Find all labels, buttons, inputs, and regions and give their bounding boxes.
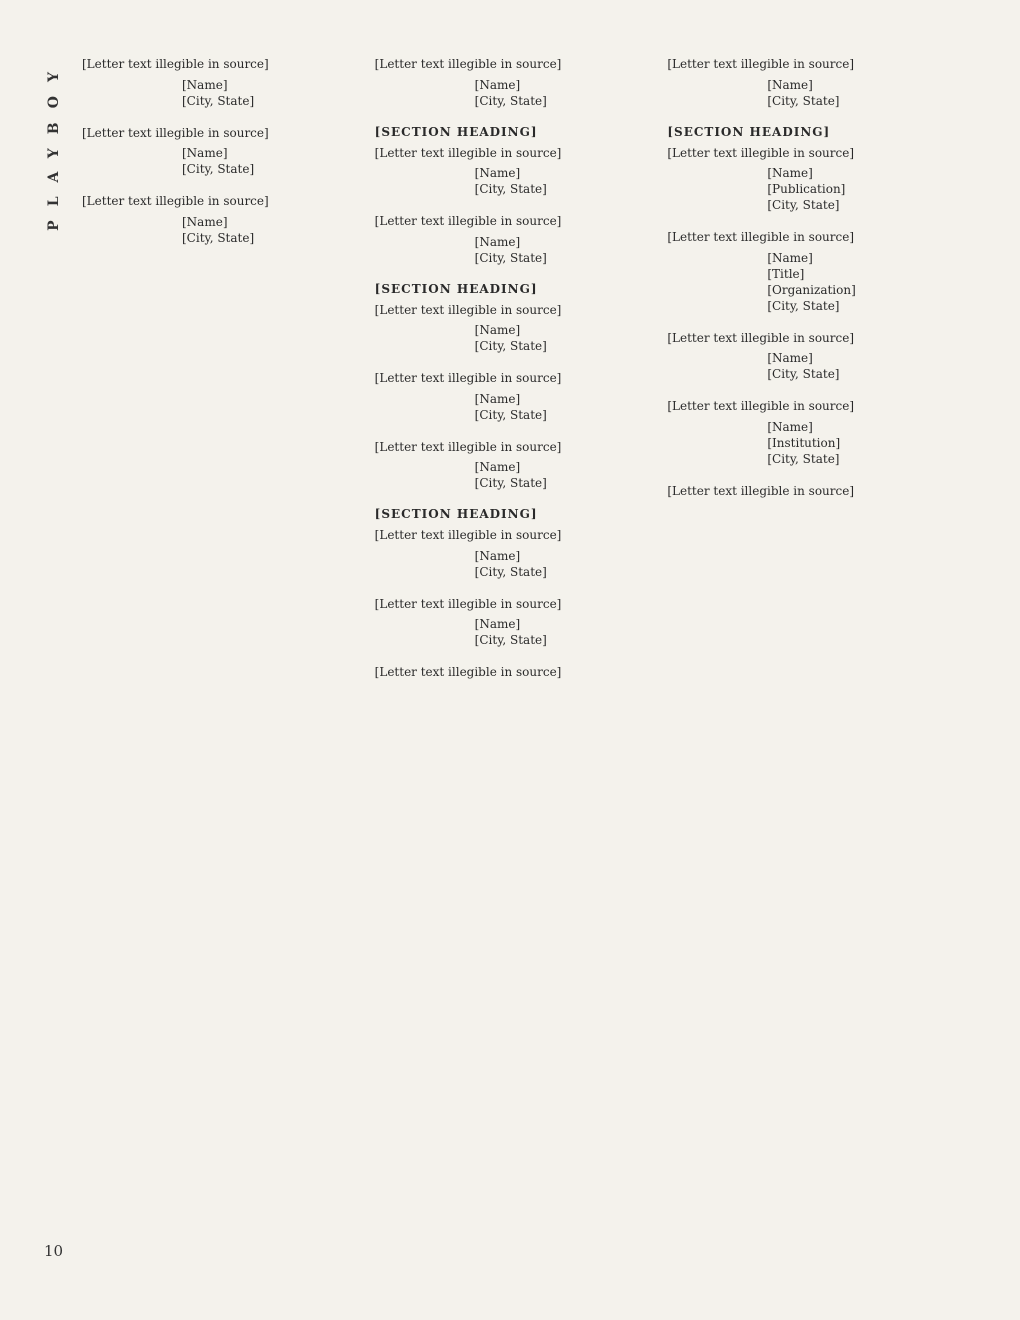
letter-signature xyxy=(182,77,353,109)
signature-line: [Name] xyxy=(182,214,228,229)
masthead-vertical: PLAYBOY xyxy=(46,58,62,231)
letter-body: [Letter text illegible in source] xyxy=(82,194,269,208)
signature-line: [Name] xyxy=(474,234,521,249)
letter-body: [Letter text illegible in source] xyxy=(374,302,562,317)
letter-body: [Letter text illegible in source] xyxy=(374,145,562,160)
section-heading: [SECTION HEADING] xyxy=(667,124,831,139)
signature-line: [Institution] xyxy=(767,435,841,450)
letter xyxy=(375,370,646,423)
signature-line: [City, State] xyxy=(474,339,547,353)
signature-line: [Name] xyxy=(182,77,228,92)
signature-line: [Name] xyxy=(767,77,813,92)
signature-line: [City, State] xyxy=(767,367,840,381)
letter xyxy=(82,56,353,109)
section-heading: [SECTION HEADING] xyxy=(374,124,538,139)
signature-line: [Publication] xyxy=(767,182,846,196)
signature-line: [City, State] xyxy=(182,93,255,108)
letter xyxy=(667,229,938,314)
letter-body: [Letter text illegible in source] xyxy=(374,596,562,611)
signature-line: [Name] xyxy=(474,77,521,92)
column-2 xyxy=(375,56,646,1296)
letter-body: [Letter text illegible in source] xyxy=(374,57,562,71)
signature-line: [City, State] xyxy=(474,250,547,265)
signature-line: [City, State] xyxy=(474,476,547,490)
letter xyxy=(82,125,353,178)
signature-line: [Name] xyxy=(474,460,521,474)
letter xyxy=(375,596,646,649)
letter xyxy=(375,213,646,266)
letter xyxy=(375,527,646,580)
letter xyxy=(375,664,646,681)
letter-body: [Letter text illegible in source] xyxy=(82,125,269,140)
signature-line: [Name] xyxy=(474,166,521,180)
letter-body: [Letter text illegible in source] xyxy=(667,399,855,413)
letter xyxy=(375,56,646,109)
letter-signature xyxy=(475,322,646,354)
letter xyxy=(667,145,938,214)
signature-line: [City, State] xyxy=(767,93,840,108)
letter-signature xyxy=(767,419,938,467)
signature-line: [City, State] xyxy=(182,230,255,245)
signature-line: [Name] xyxy=(182,146,228,160)
letter-signature xyxy=(475,234,646,266)
letter xyxy=(667,56,938,109)
letter-signature xyxy=(767,77,938,109)
letter xyxy=(375,439,646,492)
letter xyxy=(82,193,353,246)
signature-line: [Name] xyxy=(767,166,813,180)
letter-body: [Letter text illegible in source] xyxy=(82,57,269,71)
section-heading: [SECTION HEADING] xyxy=(374,507,538,521)
signature-line: [Name] xyxy=(767,419,813,434)
signature-line: [City, State] xyxy=(474,633,547,647)
signature-line: [City, State] xyxy=(474,182,547,196)
letter-signature xyxy=(767,250,938,314)
letter-body: [Letter text illegible in source] xyxy=(667,483,855,498)
letter-body: [Letter text illegible in source] xyxy=(667,145,855,160)
column-3 xyxy=(667,56,938,1296)
column-1 xyxy=(82,56,353,1296)
signature-line: [Organization] xyxy=(767,282,856,297)
letter-body: [Letter text illegible in source] xyxy=(667,330,855,345)
letter xyxy=(375,302,646,355)
signature-line: [Title] xyxy=(767,266,805,281)
letter-signature xyxy=(475,459,646,491)
letter-signature xyxy=(767,350,938,382)
signature-line: [Name] xyxy=(767,351,813,365)
signature-line: [Name] xyxy=(474,323,521,337)
letter-body: [Letter text illegible in source] xyxy=(667,230,855,244)
letter-signature xyxy=(182,214,353,246)
letter-body: [Letter text illegible in source] xyxy=(374,214,562,228)
letter-signature xyxy=(475,391,646,423)
letter-signature xyxy=(475,548,646,580)
letter-signature xyxy=(475,165,646,197)
letter-body: [Letter text illegible in source] xyxy=(374,665,562,679)
signature-line: [City, State] xyxy=(767,298,840,313)
letter xyxy=(667,330,938,383)
page-number: 10 xyxy=(44,1242,64,1260)
signature-line: [City, State] xyxy=(767,451,840,466)
letter xyxy=(375,145,646,198)
signature-line: [City, State] xyxy=(767,198,840,212)
letter-signature xyxy=(182,145,353,177)
letter-signature xyxy=(767,165,938,213)
letter xyxy=(667,398,938,467)
letter-body: [Letter text illegible in source] xyxy=(374,528,562,542)
signature-line: [City, State] xyxy=(474,564,547,579)
section-heading: [SECTION HEADING] xyxy=(374,281,538,296)
letter-body: [Letter text illegible in source] xyxy=(374,439,562,454)
letter-body: [Letter text illegible in source] xyxy=(667,57,855,71)
signature-line: [Name] xyxy=(474,617,521,631)
letter-signature xyxy=(475,77,646,109)
signature-line: [Name] xyxy=(474,548,521,563)
signature-line: [City, State] xyxy=(182,162,255,176)
signature-line: [Name] xyxy=(474,391,521,406)
letter-signature xyxy=(475,616,646,648)
letter xyxy=(667,483,938,500)
signature-line: [City, State] xyxy=(474,407,547,422)
signature-line: [City, State] xyxy=(474,93,547,108)
letter-body: [Letter text illegible in source] xyxy=(374,371,562,385)
letters-columns xyxy=(82,56,938,1296)
signature-line: [Name] xyxy=(767,250,813,265)
